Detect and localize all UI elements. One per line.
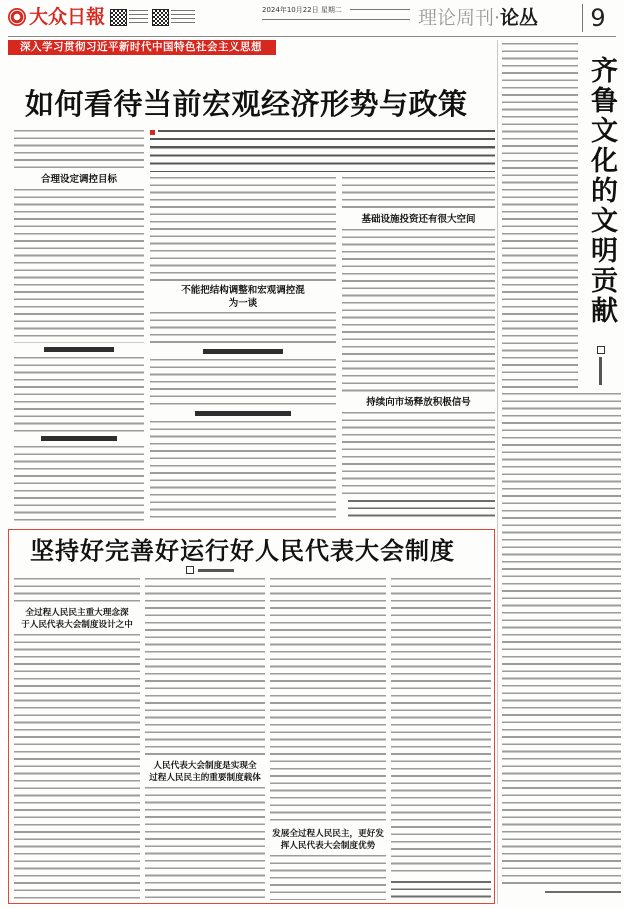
body-text-block bbox=[14, 634, 140, 900]
column-label: 论丛 bbox=[500, 7, 539, 29]
subhead-carrier-line2: 过程人民民主的重要制度载体 bbox=[145, 772, 265, 784]
sidebar-title: 齐鲁文化的文明贡献 bbox=[586, 56, 617, 326]
byline-marker-icon bbox=[597, 346, 605, 354]
byline bbox=[198, 569, 234, 572]
author-note bbox=[391, 881, 491, 898]
subhead-illegible bbox=[41, 436, 117, 441]
newspaper-logo: 大众日報 bbox=[29, 6, 106, 28]
body-text-block bbox=[342, 229, 495, 394]
body-text-block bbox=[14, 578, 140, 605]
subhead-illegible bbox=[195, 411, 291, 416]
subhead-illegible bbox=[203, 349, 283, 354]
section-title bbox=[418, 6, 538, 30]
article-npc-headline: 坚持好完善好运行好人民代表大会制度 bbox=[30, 537, 455, 565]
sidebar-author-note bbox=[545, 891, 621, 897]
article-economy-headline: 如何看待当前宏观经济形势与政策 bbox=[25, 87, 468, 121]
body-text-block bbox=[145, 787, 265, 900]
sidebar-text-block bbox=[502, 43, 578, 388]
sidebar-text-block bbox=[502, 393, 621, 887]
subhead-illegible bbox=[44, 347, 114, 352]
body-text-block bbox=[14, 189, 144, 343]
page-number: 9 bbox=[582, 4, 613, 32]
logo-emblem-icon bbox=[8, 8, 26, 26]
lead-paragraph bbox=[158, 130, 495, 138]
body-text-block bbox=[342, 412, 495, 496]
body-text-block bbox=[14, 130, 144, 172]
subhead-structure-line1: 不能把结构调整和宏观调控混 bbox=[150, 284, 336, 297]
editor-credits bbox=[350, 9, 410, 13]
sidebar-byline bbox=[599, 357, 602, 385]
subhead-structure-line2: 为一谈 bbox=[150, 297, 336, 310]
body-text-block bbox=[150, 421, 336, 521]
body-text-block bbox=[150, 177, 336, 282]
subhead-advantages-line2: 挥人民代表大会制度优势 bbox=[270, 840, 386, 852]
theme-banner: 深入学习贯彻习近平新时代中国特色社会主义思想 bbox=[8, 40, 276, 55]
subhead-carrier-line1: 人民代表大会制度是实现全 bbox=[145, 760, 265, 772]
author-note bbox=[348, 500, 495, 517]
subhead-whole-process-line2: 于人民代表大会制度设计之中 bbox=[14, 619, 140, 631]
body-text-block bbox=[145, 578, 265, 758]
contact-line bbox=[262, 19, 410, 23]
byline-marker-icon bbox=[186, 566, 194, 574]
subhead-signals: 持续向市场释放积极信号 bbox=[342, 396, 495, 409]
body-text-block bbox=[270, 578, 386, 825]
subhead-targets: 合理设定调控目标 bbox=[14, 173, 144, 186]
lead-marker-icon bbox=[150, 130, 155, 135]
body-text-block bbox=[150, 312, 336, 345]
qr-code-app bbox=[110, 9, 127, 26]
qr-caption-wechat bbox=[171, 10, 195, 24]
body-text-block bbox=[270, 855, 386, 900]
subhead-infrastructure: 基础设施投资还有很大空间 bbox=[342, 213, 495, 226]
masthead-divider bbox=[8, 36, 616, 37]
section-label: 理论周刊· bbox=[418, 7, 501, 29]
qr-code-wechat bbox=[152, 9, 169, 26]
body-text-block bbox=[150, 359, 336, 406]
subhead-whole-process-line1: 全过程人民民主重大理念深 bbox=[14, 607, 140, 619]
body-text-block bbox=[14, 357, 144, 432]
body-text-block bbox=[14, 446, 144, 521]
body-text-block bbox=[342, 177, 495, 212]
lead-paragraph bbox=[150, 138, 495, 172]
issue-date: 2024年10月22日 星期二 bbox=[262, 6, 342, 14]
body-text-block bbox=[391, 578, 491, 877]
subhead-advantages-line1: 发展全过程人民民主，更好发 bbox=[270, 828, 386, 840]
column-divider bbox=[497, 40, 498, 904]
qr-caption-app bbox=[129, 10, 148, 24]
